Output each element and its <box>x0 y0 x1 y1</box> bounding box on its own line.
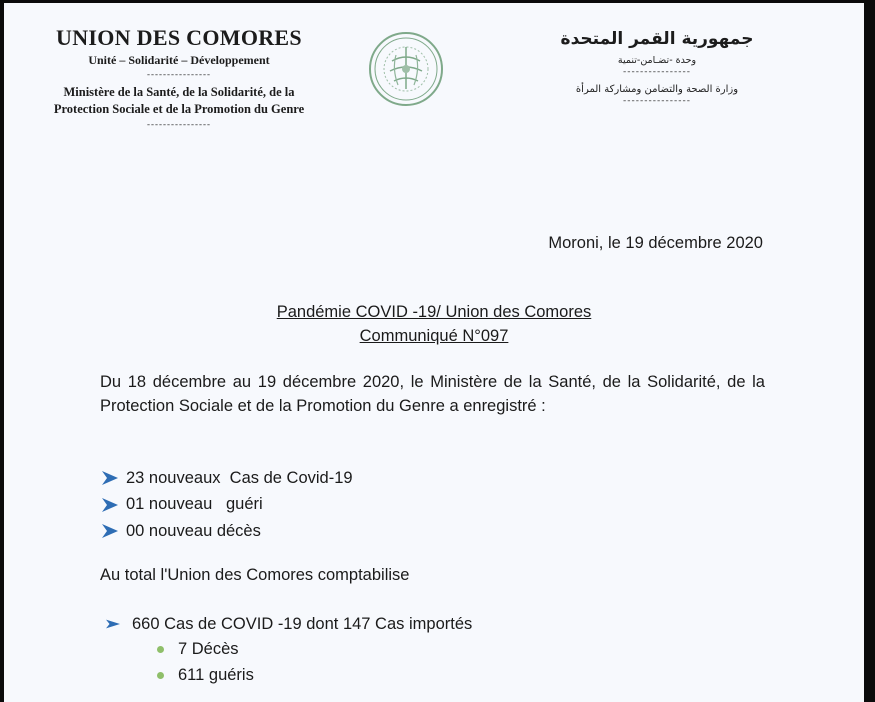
ministry-line-1: Ministère de la Santé, de la Solidarité, de la <box>63 85 295 99</box>
header-right <box>522 29 792 107</box>
header-divider-2: ---------------- <box>147 119 211 129</box>
new-stats-list <box>102 465 353 545</box>
document-page <box>4 3 864 702</box>
total-intro: Au total l'Union des Comores comptabilise <box>100 566 410 584</box>
intro-paragraph: Du 18 décembre au 19 décembre 2020, le Ministère de la Santé, de la Solidarité, de la Protection Sociale et de la Promotion du Genre a enregistré : <box>100 373 765 415</box>
country-name-ar: جمهورية القمر المتحدة <box>560 29 754 49</box>
arrow-bullet-icon <box>102 471 118 485</box>
dot-bullet-icon <box>157 646 164 653</box>
arrow-bullet-icon <box>102 498 118 512</box>
national-seal-icon <box>368 31 444 107</box>
motto-ar: وحدة -تضـامن-تنمية <box>617 55 697 66</box>
new-cases: 23 nouveaux Cas de Covid-19 <box>126 468 353 487</box>
new-deaths: 00 nouveau décès <box>126 521 261 540</box>
list-item <box>102 465 353 492</box>
total-deaths: 7 Décès <box>178 639 239 658</box>
ministry-name-fr <box>14 84 344 118</box>
title-line-1: Pandémie COVID -19/ Union des Comores <box>276 303 592 321</box>
summary-list <box>102 612 472 688</box>
ministry-line-2: Protection Sociale et de la Promotion du Genre <box>53 102 305 116</box>
list-item <box>102 492 353 519</box>
header-divider: ---------------- <box>147 69 211 79</box>
communique-title <box>4 300 864 348</box>
new-recovered: 01 nouveau guéri <box>126 495 263 514</box>
list-item <box>157 636 472 662</box>
country-name-fr: UNION DES COMORES <box>56 25 302 50</box>
total-cases: 660 Cas de COVID -19 dont 147 Cas importés <box>132 614 473 633</box>
header-divider-ar: ---------------- <box>623 67 691 77</box>
list-item <box>157 662 472 688</box>
list-item <box>102 518 353 545</box>
date-line: Moroni, le 19 décembre 2020 <box>548 234 763 252</box>
header-divider-ar-2: ---------------- <box>623 96 691 106</box>
total-recovered: 611 guéris <box>178 665 254 684</box>
dot-bullet-icon <box>157 672 164 679</box>
ministry-name-ar: وزارة الصحة والتضامن ومشاركة المرأة <box>575 84 739 95</box>
title-line-2: Communiqué N°097 <box>359 327 509 345</box>
list-item <box>102 612 472 636</box>
arrow-bullet-icon <box>102 524 118 538</box>
arrow-bullet-icon <box>106 617 120 631</box>
header-left <box>14 25 344 130</box>
motto-fr: Unité – Solidarité – Développement <box>88 53 270 67</box>
